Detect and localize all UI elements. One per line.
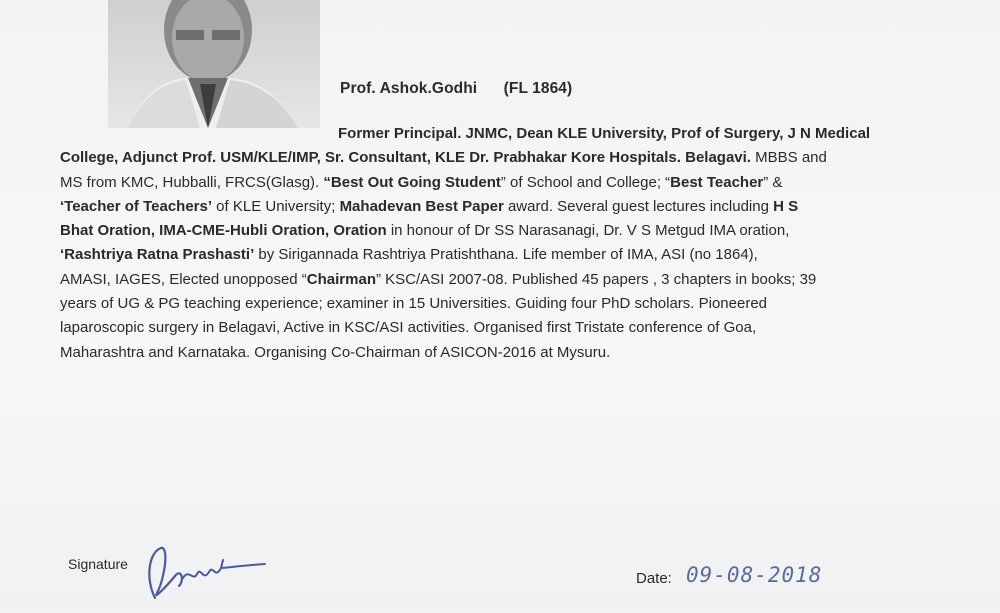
bio-line: AMASI, IAGES, Elected unopposed “Chairman” KSC/ASI 2007-08. Published 45 papers , 3 chapters in books; 39 <box>60 270 817 288</box>
signature-label: Signature <box>68 556 128 572</box>
date-label: Date: <box>636 570 672 587</box>
biography-paragraph <box>60 122 890 365</box>
bio-line: ‘Rashtriya Ratna Prashasti’ by Sirigannada Rashtriya Pratishthana. Life member of IMA, ASI (no 1864), <box>60 246 758 264</box>
bio-line: MS from KMC, Hubballi, FRCS(Glasg). “Best Out Going Student” of School and College; “Best Teacher” & <box>60 173 783 191</box>
fellowship-number: (FL 1864) <box>503 80 573 97</box>
signature-scribble <box>135 538 275 608</box>
bio-line: College, Adjunct Prof. USM/KLE/IMP, Sr. Consultant, KLE Dr. Prabhakar Kore Hospitals. Belagavi. MBBS and <box>60 149 827 167</box>
bio-line: years of UG & PG teaching experience; examiner in 15 Universities. Guiding four PhD scholars. Pioneered <box>60 295 768 313</box>
profile-photo <box>108 0 320 128</box>
profile-heading <box>340 80 572 98</box>
bio-line: laparoscopic surgery in Belagavi, Active in KSC/ASI activities. Organised first Tristate conference of Goa, <box>60 319 757 337</box>
bio-line: ‘Teacher of Teachers’ of KLE University; Mahadevan Best Paper award. Several guest lectures including H S <box>60 197 799 215</box>
bio-line: Maharashtra and Karnataka. Organising Co-Chairman of ASICON-2016 at Mysuru. <box>60 343 611 361</box>
handwritten-signature <box>135 538 275 613</box>
bio-line: Bhat Oration, IMA-CME-Hubli Oration, Oration in honour of Dr SS Narasanagi, Dr. V S Metgud IMA oration, <box>60 222 790 240</box>
profile-name: Prof. Ashok.Godhi <box>340 80 478 97</box>
handwritten-date: 09-08-2018 <box>686 563 823 587</box>
bio-line: Former Principal. JNMC, Dean KLE University, Prof of Surgery, J N Medical <box>338 125 871 142</box>
portrait-image <box>108 0 320 128</box>
